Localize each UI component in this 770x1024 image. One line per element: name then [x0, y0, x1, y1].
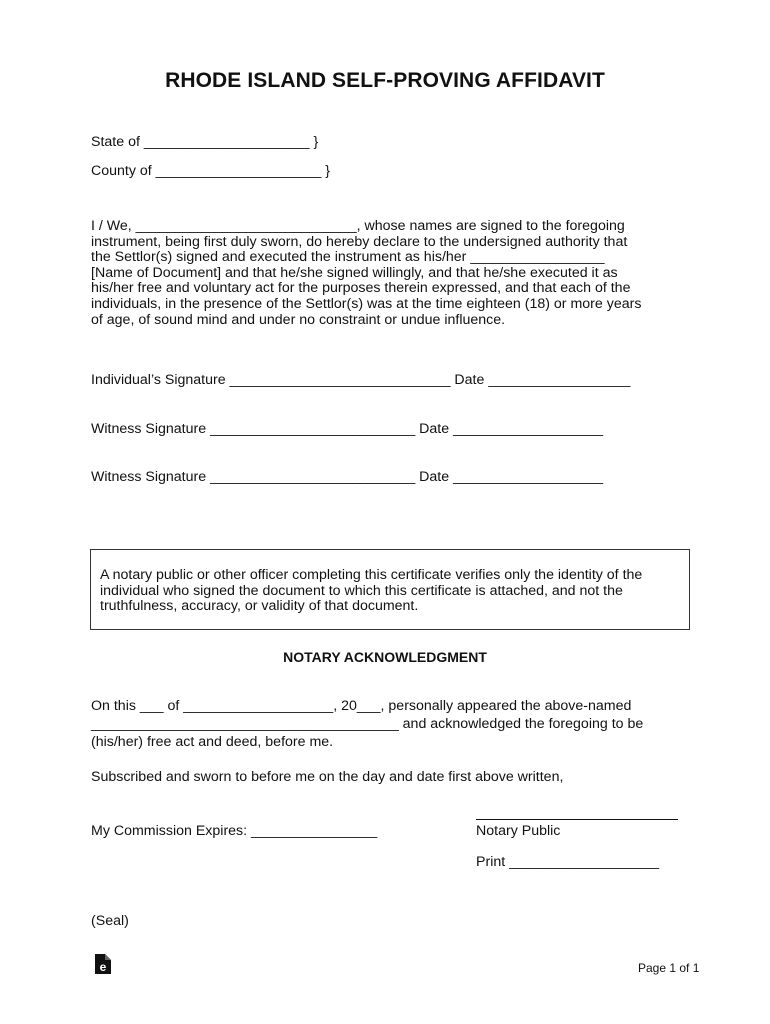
- subscribed-text: Subscribed and sworn to before me on the day and date first above written,: [91, 769, 564, 785]
- county-field[interactable]: County of _____________________ }: [91, 163, 331, 179]
- svg-text:e: e: [99, 960, 107, 974]
- notary-public-label: Notary Public: [476, 823, 561, 839]
- notice-line: individual who signed the document to which this certificate is attached, and not the: [100, 582, 623, 599]
- notary-signature-line[interactable]: [476, 819, 678, 820]
- witness-signature-field-1[interactable]: Witness Signature __________________________ Date ___________________: [91, 421, 603, 437]
- notice-line: truthfulness, accuracy, or validity of that document.: [100, 598, 419, 615]
- witness-signature-field-2[interactable]: Witness Signature __________________________ Date ___________________: [91, 469, 603, 485]
- free-act-text: (his/her) free act and deed, before me.: [91, 734, 334, 750]
- document-title: RHODE ISLAND SELF-PROVING AFFIDAVIT: [165, 69, 605, 92]
- paragraph-line[interactable]: I / We, ____________________________, whose names are signed to the foregoing: [91, 218, 625, 234]
- notice-text: [100, 568, 642, 615]
- paragraph-line: [Name of Document] and that he/she signed willingly, and that he/she executed it as: [91, 264, 618, 281]
- paragraph-line: individuals, in the presence of the Settlor(s) was at the time eighteen (18) or more years: [91, 295, 642, 312]
- paragraph-line: of age, of sound mind and under no constraint or undue influence.: [91, 311, 506, 328]
- paragraph-line: his/her free and voluntary act for the purposes therein expressed, and that each of the: [91, 280, 631, 297]
- acknowledged-name-field[interactable]: _______________________________________ and acknowledged the foregoing to be: [91, 716, 644, 732]
- notice-line: A notary public or other officer completing this certificate verifies only the identity of the: [100, 567, 643, 583]
- on-this-field[interactable]: On this ___ of ___________________, 20___, personally appeared the above-named: [91, 698, 632, 714]
- declaration-paragraph: [91, 219, 691, 328]
- commission-expires-field[interactable]: My Commission Expires: ________________: [91, 823, 378, 839]
- paragraph-line: instrument, being first duly sworn, do hereby declare to the undersigned authority that: [91, 233, 628, 250]
- individual-signature-field[interactable]: Individual’s Signature ____________________________ Date __________________: [91, 372, 631, 388]
- notary-heading: NOTARY ACKNOWLEDGMENT: [283, 649, 487, 665]
- state-field[interactable]: State of _____________________ }: [91, 134, 319, 150]
- document-logo-icon: [94, 953, 112, 975]
- seal-label: (Seal): [91, 913, 129, 929]
- page-number: Page 1 of 1: [638, 961, 700, 975]
- paragraph-line[interactable]: the Settlor(s) signed and executed the instrument as his/her _________________: [91, 249, 605, 266]
- print-name-field[interactable]: Print ___________________: [476, 854, 660, 870]
